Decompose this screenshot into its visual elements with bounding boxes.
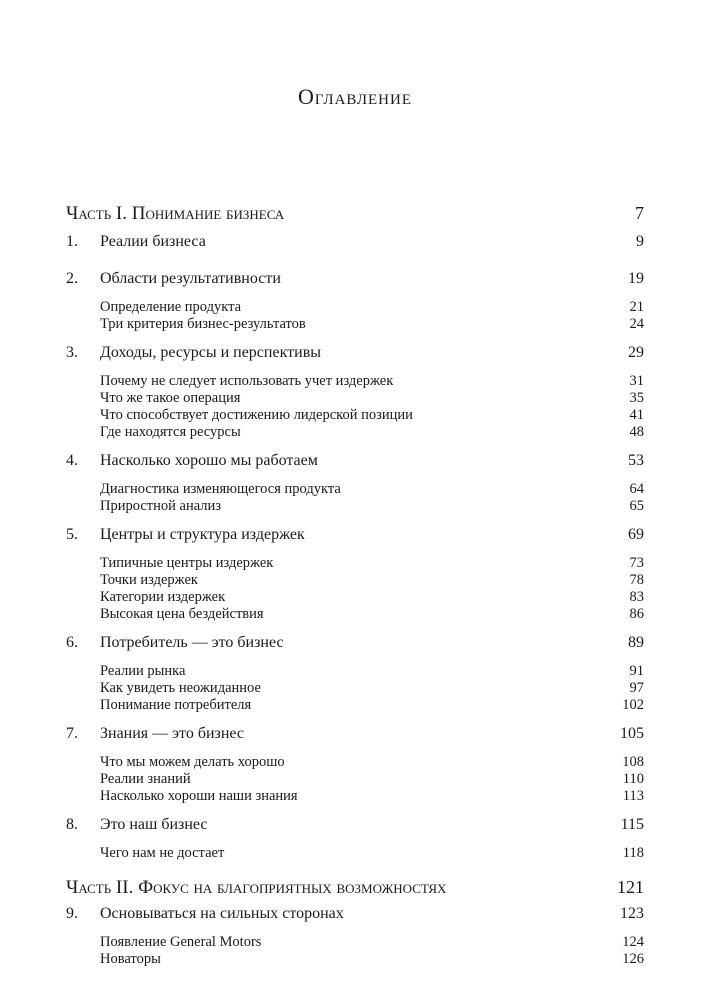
section-page: 118 <box>622 845 644 861</box>
chapter-number: 9. <box>66 905 78 922</box>
section-title: Появление General Motors <box>100 934 262 950</box>
chapter-number: 7. <box>66 725 78 742</box>
toc-section[interactable] <box>66 498 644 515</box>
chapter-title: Реалии бизнеса <box>100 233 206 250</box>
toc-chapter-9[interactable] <box>66 902 644 926</box>
toc-section[interactable] <box>66 373 644 390</box>
toc-section[interactable] <box>66 934 644 951</box>
chapter-number: 8. <box>66 816 78 833</box>
section-title: Как увидеть неожиданное <box>100 680 261 696</box>
toc-section[interactable] <box>66 299 644 316</box>
section-title: Понимание потребителя <box>100 697 252 713</box>
chapter-title: Насколько хорошо мы работаем <box>100 452 318 469</box>
section-page: 124 <box>622 934 644 950</box>
chapter-page: 53 <box>628 452 644 469</box>
section-title: Высокая цена бездействия <box>100 606 264 622</box>
chapter-page: 19 <box>628 270 644 287</box>
chapter-title: Знания — это бизнес <box>100 725 244 742</box>
section-title: Где находятся ресурсы <box>100 424 241 440</box>
chapter-number: 3. <box>66 344 78 361</box>
section-page: 48 <box>629 424 644 440</box>
section-title: Три критерия бизнес-результатов <box>100 316 306 332</box>
chapter-number: 4. <box>66 452 78 469</box>
chapter-number: 2. <box>66 270 78 287</box>
part-page: 7 <box>635 203 644 223</box>
chapter-page: 9 <box>636 233 644 250</box>
toc-chapter-5[interactable] <box>66 523 644 547</box>
part-page: 121 <box>617 877 644 897</box>
chapter-page: 29 <box>628 344 644 361</box>
chapter-page: 123 <box>620 905 644 922</box>
section-page: 64 <box>629 481 644 497</box>
toc-section[interactable] <box>66 788 644 805</box>
part-title: Часть II. Фокус на благоприятных возможностях <box>66 877 447 898</box>
toc-section[interactable] <box>66 680 644 697</box>
toc-section[interactable] <box>66 572 644 589</box>
part-title: Часть I. Понимание бизнеса <box>66 203 285 224</box>
chapter-page: 89 <box>628 634 644 651</box>
toc-part-2[interactable] <box>66 874 644 900</box>
section-page: 97 <box>629 680 644 696</box>
chapter-number: 6. <box>66 634 78 651</box>
toc-chapter-1[interactable] <box>66 230 644 254</box>
section-page: 113 <box>622 788 644 804</box>
toc-section[interactable] <box>66 754 644 771</box>
section-title: Почему не следует использовать учет издержек <box>100 373 394 389</box>
toc-chapter-8[interactable] <box>66 813 644 837</box>
toc-section[interactable] <box>66 390 644 407</box>
section-title: Что мы можем делать хорошо <box>100 754 285 770</box>
section-page: 73 <box>629 555 644 571</box>
section-page: 78 <box>629 572 644 588</box>
toc-chapter-6[interactable] <box>66 631 644 655</box>
section-page: 102 <box>622 697 644 713</box>
toc-chapter-3[interactable] <box>66 341 644 365</box>
toc-part-1[interactable] <box>66 200 644 226</box>
toc-section[interactable] <box>66 316 644 333</box>
section-title: Приростной анализ <box>100 498 221 514</box>
section-title: Категории издержек <box>100 589 226 605</box>
section-page: 24 <box>629 316 644 332</box>
section-page: 108 <box>622 754 644 770</box>
chapter-title: Основываться на сильных сторонах <box>100 905 344 922</box>
section-title: Насколько хороши наши знания <box>100 788 298 804</box>
chapter-title: Доходы, ресурсы и перспективы <box>100 344 321 361</box>
section-page: 35 <box>629 390 644 406</box>
section-title: Что способствует достижению лидерской позиции <box>100 407 413 423</box>
toc-section[interactable] <box>66 589 644 606</box>
section-title: Что же такое операция <box>100 390 241 406</box>
section-page: 31 <box>629 373 644 389</box>
chapter-page: 69 <box>628 526 644 543</box>
section-title: Определение продукта <box>100 299 242 315</box>
chapter-page: 115 <box>620 816 644 833</box>
toc-section[interactable] <box>66 845 644 862</box>
chapter-number: 1. <box>66 233 78 250</box>
chapter-title: Центры и структура издержек <box>100 526 305 543</box>
toc-section[interactable] <box>66 697 644 714</box>
section-title: Новаторы <box>100 951 161 967</box>
chapter-title: Потребитель — это бизнес <box>100 634 284 651</box>
toc-section[interactable] <box>66 555 644 572</box>
section-page: 91 <box>629 663 644 679</box>
section-title: Реалии знаний <box>100 771 191 787</box>
chapter-title: Области результативности <box>100 270 281 287</box>
toc-chapter-7[interactable] <box>66 722 644 746</box>
toc-chapter-4[interactable] <box>66 449 644 473</box>
section-title: Чего нам не достает <box>100 845 225 861</box>
toc-section[interactable] <box>66 663 644 680</box>
toc-section[interactable] <box>66 424 644 441</box>
chapter-page: 105 <box>620 725 644 742</box>
section-title: Точки издержек <box>100 572 198 588</box>
toc-section[interactable] <box>66 481 644 498</box>
section-page: 83 <box>629 589 644 605</box>
section-page: 126 <box>622 951 644 967</box>
section-page: 41 <box>629 407 644 423</box>
section-page: 86 <box>629 606 644 622</box>
section-page: 110 <box>622 771 644 787</box>
section-title: Диагностика изменяющегося продукта <box>100 481 341 497</box>
chapter-title: Это наш бизнес <box>100 816 208 833</box>
section-title: Типичные центры издержек <box>100 555 274 571</box>
toc-section[interactable] <box>66 606 644 623</box>
toc-section[interactable] <box>66 407 644 424</box>
chapter-number: 5. <box>66 526 78 543</box>
toc-chapter-2[interactable] <box>66 267 644 291</box>
section-page: 65 <box>629 498 644 514</box>
section-title: Реалии рынка <box>100 663 186 679</box>
toc-section[interactable] <box>66 951 644 968</box>
section-page: 21 <box>629 299 644 315</box>
toc-section[interactable] <box>66 771 644 788</box>
page-title: Оглавление <box>297 84 413 109</box>
table-of-contents <box>66 200 644 968</box>
